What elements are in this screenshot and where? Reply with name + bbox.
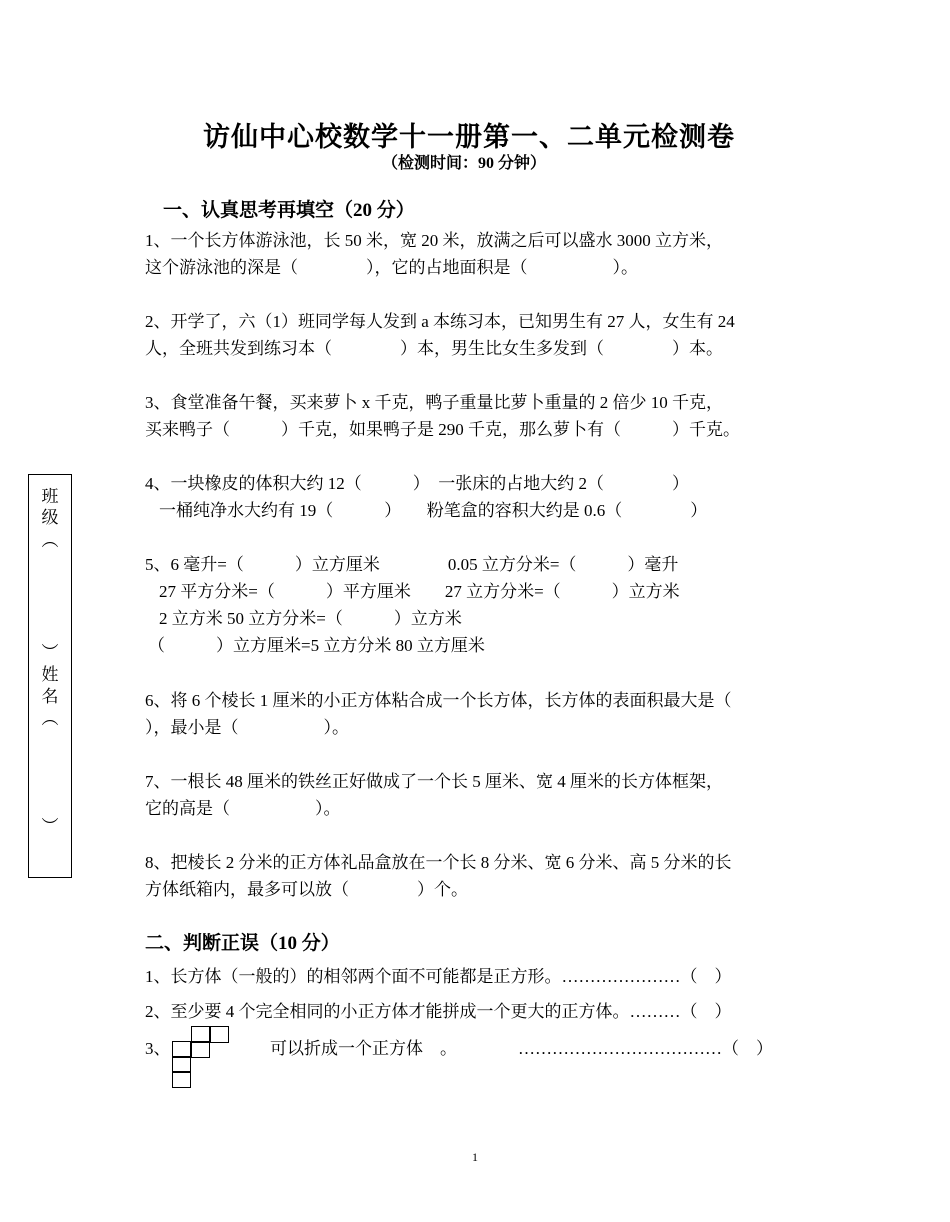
name-label-char1: 姓 <box>41 665 59 684</box>
q1-line1: 1、一个长方体游泳池，长 50 米，宽 20 米，放满之后可以盛水 3000 立方米， <box>145 231 723 250</box>
q8-line2: 方体纸箱内，最多可以放（ ）个。 <box>145 880 468 899</box>
q3-line1: 3、食堂准备午餐，买来萝卜 x 千克，鸭子重量比萝卜重量的 2 倍少 10 千克， <box>145 393 723 412</box>
judge-item-3-number: 3、 <box>145 1039 171 1058</box>
q2-line1: 2、开学了，六（1）班同学每人发到 a 本练习本，已知男生有 27 人，女生有 24 <box>145 312 735 331</box>
section1-heading: 一、认真思考再填空（20 分） <box>163 200 415 221</box>
name-close-bracket: ︶ <box>41 817 59 836</box>
class-label-char1: 班 <box>41 487 59 506</box>
q3-line2: 买来鸭子（ ）千克，如果鸭子是 290 千克，那么萝卜有（ ）千克。 <box>145 420 740 439</box>
class-open-bracket: ︵ <box>41 531 59 550</box>
q5-line4: （ ）立方厘米=5 立方分米 80 立方厘米 <box>148 636 485 655</box>
name-label-char2: 名 <box>41 687 59 706</box>
q6-line2: ），最小是（ ）。 <box>145 718 349 737</box>
q5-line2: 27 平方分米=（ ）平方厘米 27 立方分米=（ ）立方米 <box>159 582 680 601</box>
section2-heading: 二、判断正误（10 分） <box>145 933 340 954</box>
cube-net-figure <box>172 1026 232 1090</box>
exam-subtitle: （检测时间：90 分钟） <box>382 155 547 172</box>
judge-item-2: 2、至少要 4 个完全相同的小正方体才能拼成一个更大的正方体。………（ ） <box>145 1002 732 1021</box>
judge-item-1: 1、长方体（一般的）的相邻两个面不可能都是正方形。…………………（ ） <box>145 967 732 986</box>
class-label-char2: 级 <box>41 508 59 527</box>
q5-line3: 2 立方米 50 立方分米=（ ）立方米 <box>159 609 462 628</box>
q7-line2: 它的高是（ ）。 <box>145 799 341 818</box>
page-number: 1 <box>472 1150 478 1164</box>
q2-line2: 人，全班共发到练习本（ ）本，男生比女生多发到（ ）本。 <box>145 339 723 358</box>
q6-line1: 6、将 6 个棱长 1 厘米的小正方体粘合成一个长方体，长方体的表面积最大是（ <box>145 691 732 710</box>
judge-item-3-text: 可以折成一个正方体 。 <box>270 1039 457 1058</box>
net-square <box>191 1041 210 1058</box>
net-square <box>172 1071 191 1088</box>
class-name-box <box>28 474 72 878</box>
name-open-bracket: ︵ <box>41 709 59 728</box>
q5-line1: 5、6 毫升=（ ）立方厘米 0.05 立方分米=（ ）毫升 <box>145 555 679 574</box>
q7-line1: 7、一根长 48 厘米的铁丝正好做成了一个长 5 厘米、宽 4 厘米的长方体框架， <box>145 772 723 791</box>
q8-line1: 8、把棱长 2 分米的正方体礼品盒放在一个长 8 分米、宽 6 分米、高 5 分米的长 <box>145 853 732 872</box>
q4-line1: 4、一块橡皮的体积大约 12（ ） 一张床的占地大约 2（ ） <box>145 474 689 493</box>
judge-item-3-answer: ………………………………（ ） <box>518 1039 773 1058</box>
exam-title: 访仙中心校数学十一册第一、二单元检测卷 <box>203 122 735 152</box>
class-close-bracket: ︶ <box>41 643 59 662</box>
q4-line2: 一桶纯净水大约有 19（ ） 粉笔盒的容积大约是 0.6（ ） <box>159 501 708 520</box>
q1-line2: 这个游泳池的深是（ ），它的占地面积是（ ）。 <box>145 258 638 277</box>
net-square <box>210 1026 229 1043</box>
